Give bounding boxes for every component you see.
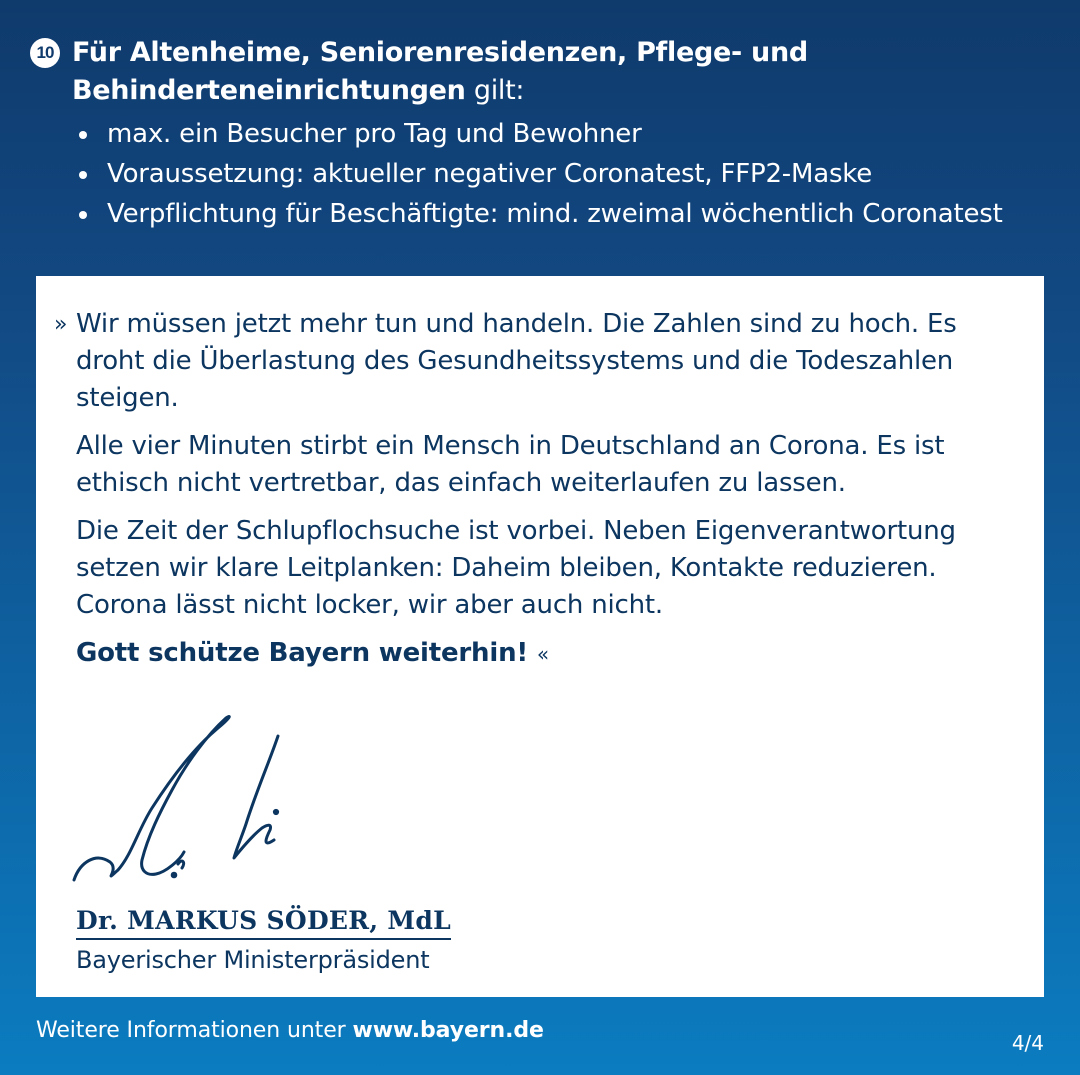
section-heading: [72, 34, 1050, 110]
section-heading-row: [30, 34, 1050, 110]
quote-paragraph: Die Zeit der Schlupflochsuche ist vorbei. Neben Eigenverantwortung setzen wir klare Leitplanken: Daheim bleiben, Kontakte reduzieren. Corona lässt nicht locker, wir aber auch nicht.: [76, 516, 956, 620]
page-indicator: 4/4: [1011, 1031, 1044, 1055]
quote-paragraph: Wir müssen jetzt mehr tun und handeln. Die Zahlen sind zu hoch. Es droht die Überlastung des Gesundheitssystems und die Todeszahlen steigen.: [76, 309, 957, 413]
list-item: Verpflichtung für Beschäftigte: mind. zweimal wöchentlich Coronatest: [73, 194, 1050, 234]
quote-close-mark: «: [536, 642, 549, 666]
quote-block: [54, 306, 1026, 673]
footer-link[interactable]: www.bayern.de: [352, 1018, 544, 1043]
list-item: Voraussetzung: aktueller negativer Coronatest, FFP2-Maske: [73, 154, 1050, 194]
number-ten-icon: 10: [30, 38, 60, 68]
quote-closing: [76, 635, 1026, 673]
section-ten: [30, 34, 1050, 234]
quote-paragraph: Alle vier Minuten stirbt ein Mensch in Deutschland an Corona. Es ist ethisch nicht vertretbar, das einfach weiterlaufen zu lassen.: [76, 431, 945, 498]
section-heading-suffix: gilt:: [465, 75, 525, 106]
quote-card: [36, 276, 1044, 997]
list-item: max. ein Besucher pro Tag und Bewohner: [73, 114, 1050, 154]
footer-text: Weitere Informationen unter: [36, 1018, 353, 1043]
signature-image: [66, 712, 306, 892]
footer-info: [36, 1016, 544, 1046]
section-heading-bold: Für Altenheime, Seniorenresidenzen, Pflege- und Behinderteneinrichtungen: [72, 37, 808, 106]
signer-role: Bayerischer Ministerpräsident: [76, 946, 430, 974]
signer-name: Dr. MARKUS SÖDER, MdL: [76, 904, 451, 940]
quote-closing-text: Gott schütze Bayern weiterhin!: [76, 638, 529, 668]
rules-list: [73, 114, 1050, 234]
quote-open-mark: »: [54, 312, 68, 337]
